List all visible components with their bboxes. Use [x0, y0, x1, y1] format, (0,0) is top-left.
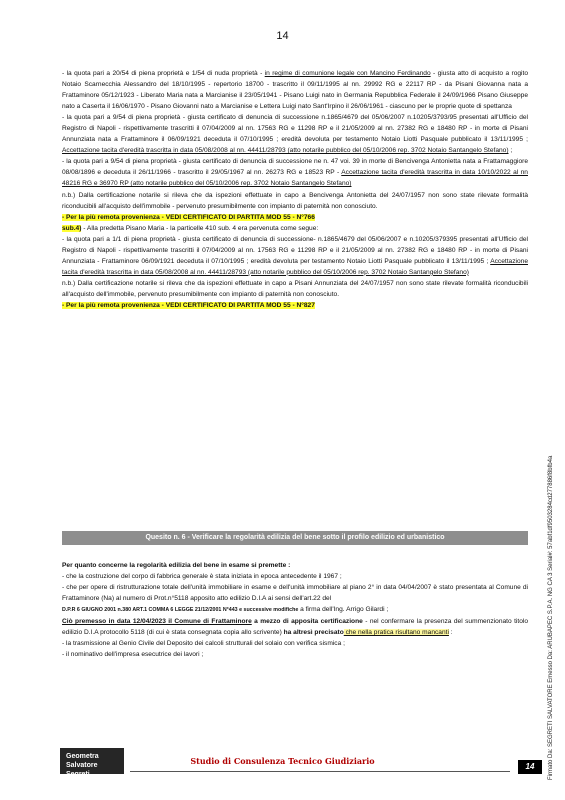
logo-line-2: Salvatore Segreti — [66, 762, 98, 778]
section-intro: Per quanto concerne la regolarità edilizia del bene in esame si premette : — [62, 562, 291, 569]
section-title: Quesito n. 6 - Verificare la regolarità edilizia del bene sotto il profilo edilizio ed urbanistico — [62, 531, 528, 545]
list-item: - la trasmissione al Genio Civile del Deposito dei calcoli strutturali del solaio con verifica sismica ; — [62, 640, 345, 648]
highlighted-underlined-text: che nella pratica risultano mancanti — [343, 629, 449, 637]
highlighted-text: - Per la più remota provenienza - VEDI CERTIFICATO DI PARTITA MOD 55 - N°766 — [62, 213, 315, 221]
text: : — [448, 629, 453, 637]
footer-studio-name: Studio di Consulenza Tecnico Giudiziario — [190, 756, 375, 766]
text: - la quota pari a 9/54 di piena proprietà - giusta certificato di denuncia di successione ne n. 47 voi. 39 in morte di Bencivenga Antonietta nata a Frattamaggiore 08/08/1896 e deceduta il 26/11/1966 - trascritto il 29/05/1967 al nn. 26273 RG e 18523 RP - — [62, 158, 528, 177]
paragraph-note-2: n.b.) Dalla certificazione notarile si rileva che da ispezioni effettuate in capo a Pisani Annunziata del 24/07/1957 non sono state rilevate formalità riconducibili all'acquisto dell'immobile, pervenuto presumibilmente con impianto di paternità non conosciuto. — [62, 279, 528, 298]
text: - la quota pari a 9/54 di piena proprietà - giusta certificato di denuncia di successione n.1865/4679 del 05/06/2007 n.10205/3793/95 presentati all'Ufficio del Registro di Napoli - rispettivamente trascritti il 07/04/2009 al nn. 17563 RG e 11298 RP e il 21/05/2009 al nn. 27382 RG e 18480 RP - in morte di Pisani Annunziata nata a Frattaminore il 06/09/1921 deceduta il 07/10/1995 ; eredità devoluta per testamento Notaio Liotti Pasquale pubblicato il 13/11/1995 ; — [62, 114, 528, 144]
paragraph-quota-2 — [62, 112, 528, 156]
text: - la quota pari a 1/1 di piena proprietà - giusta certificato di denuncia di successione- n.1865/4679 del 05/06/2007 e n.10205/379395 presentati all'Ufficio del Registro di Napoli - rispettivamente trascritti il 07/04/2009 al nn. 17563 RG e 11298 RP e il 21/05/2009 al nn. 27382 RG e 18480 RP - in morte di Pisani Annunziata - Frattaminore 06/09/1921 deceduta il 07/10/1995 ; eredità devoluta per testamento Notaio Liotti Pasquale pubblicato il 13/11/1995 ; — [62, 235, 528, 265]
paragraph-quota-3 — [62, 156, 528, 189]
underlined-text: Accettazione tacita d'eredità trascritta in data 05/08/2008 al nn. 44411/28793 (atto notarile pubblico del 05/10/2006 rep. 3702 Notaio Santangelo Stefano) — [62, 257, 528, 276]
paragraph-conclusion — [62, 616, 528, 638]
underlined-text: in regime di comunione legale con Mancino Ferdinando — [264, 70, 431, 77]
document-body — [62, 68, 528, 311]
underlined-text: Accettazione tacita d'eredità trascritta in data 10/10/2022 al nn 48216 RG e 36970 RP (atto notarile pubblico del 05/10/2006 rep. 3702 Notaio Santangelo Stefano) — [62, 169, 528, 188]
highlight-provenance-1 — [62, 212, 528, 223]
highlighted-text: sub.4) — [62, 224, 82, 232]
paragraph-quota-1 — [62, 68, 528, 112]
text: - Alla predetta Pisano Maria - la particelle 410 sub. 4 era pervenuta come segue: — [81, 224, 319, 232]
paragraph-note-1: n.b.) Dalla certificazione notarile si rileva che da ispezioni effettuate in capo a Bencivenga Antonietta del 24/07/1957 non sono state rilevate formalità riconducibili all'acquisto dell'immobile - pervenuto presumibilmente con impianto di paternità non conosciuto. — [62, 191, 528, 210]
text: a firma dell'Ing. Arrigo Gilardi ; — [298, 606, 389, 614]
list-item: - che la costruzione del corpo di fabbrica generale è stata iniziata in epoca antecedente il 1967 ; — [62, 573, 342, 581]
highlight-provenance-2 — [62, 300, 528, 311]
underlined-text: Accettazione tacita d'eredità trascritta in data 05/08/2008 al nn. 44411/28793 (atto notarile pubblico del 05/10/2006 rep. 3702 Notaio Santangelo Stefano) — [62, 147, 509, 155]
text: - nel confermare la presenza del summenzionato titolo edilizio D.I.A protocollo 5118 (di cui è stata consegnata copia allo scrivente) — [62, 618, 529, 637]
highlighted-text: - Per la più remota provenienza - VEDI CERTIFICATO DI PARTITA MOD 55 - N°827 — [62, 301, 315, 309]
list-item — [62, 582, 528, 616]
signature-side-text: Firmato Da: SEGRETI SALVATORE Emesso Da: ARUBAPEC S.P.A. NG CA 3 Serial#: 57abf1df9503284cd277886f8bfb4a — [548, 455, 554, 780]
footer-divider — [130, 771, 510, 772]
paragraph-quota-4 — [62, 234, 528, 278]
paragraph-sub4 — [62, 223, 528, 234]
legal-reference: D.P.R 6 GIUGNO 2001 n.380 ART.1 COMMA 6 LEGGE 21/12/2001 N°443 e successive modifiche — [62, 607, 299, 614]
text: - giusta atto di acquisto a rogito Notaio Scarnecchia Alessandro del 18/10/1995 - repertorio 18700 - trascritto il 09/11/1995 al nn. 29992 RG e 22117 RP - da Pisani Giovanna nata a Frattaminore 05/12/1923 - Liberato Maria nata a Marcianise il 23/05/1941 - Pisano Luigi nato in Germania Repubblica Federale il 24/09/1966 Pisano Giuseppe nato a Caserta il 16/06/1970 - Pisano Giovanni nato a Marcianise e Lettera Luigi nato Sant'Irpino il 26/06/1961 - ciascuno per le proprie quote di spettanza — [62, 70, 529, 111]
text: - la quota pari a 20/54 di piena proprietà e 1/54 di nuda proprietà - — [62, 70, 265, 77]
text: ; — [508, 147, 513, 155]
footer-page-number: 14 — [518, 760, 542, 774]
section-body — [62, 560, 528, 660]
list-item: - il nominativo dell'impresa esecutrice dei lavori ; — [62, 651, 204, 659]
page-number: 14 — [276, 30, 289, 42]
bold-text: a mezzo di apposita certificazione — [251, 618, 363, 626]
text: - che per opere di ristrutturazione totale dell'unità immobiliare in esame e dell'unità immobiliare al piano 2° in data 04/04/2007 è stato presentata al Comune di Frattaminore (Na) al numero di Prot.n°5118 apposito atto edilizio D.I.A ai sensi dell'art.22 del — [62, 584, 528, 603]
underlined-bold-text: Ciò premesso in data 12/04/2023 il Comune di Frattaminore — [62, 618, 252, 626]
logo-line-1: Geometra — [66, 753, 99, 760]
bold-text: ha altresì precisato — [283, 629, 344, 637]
